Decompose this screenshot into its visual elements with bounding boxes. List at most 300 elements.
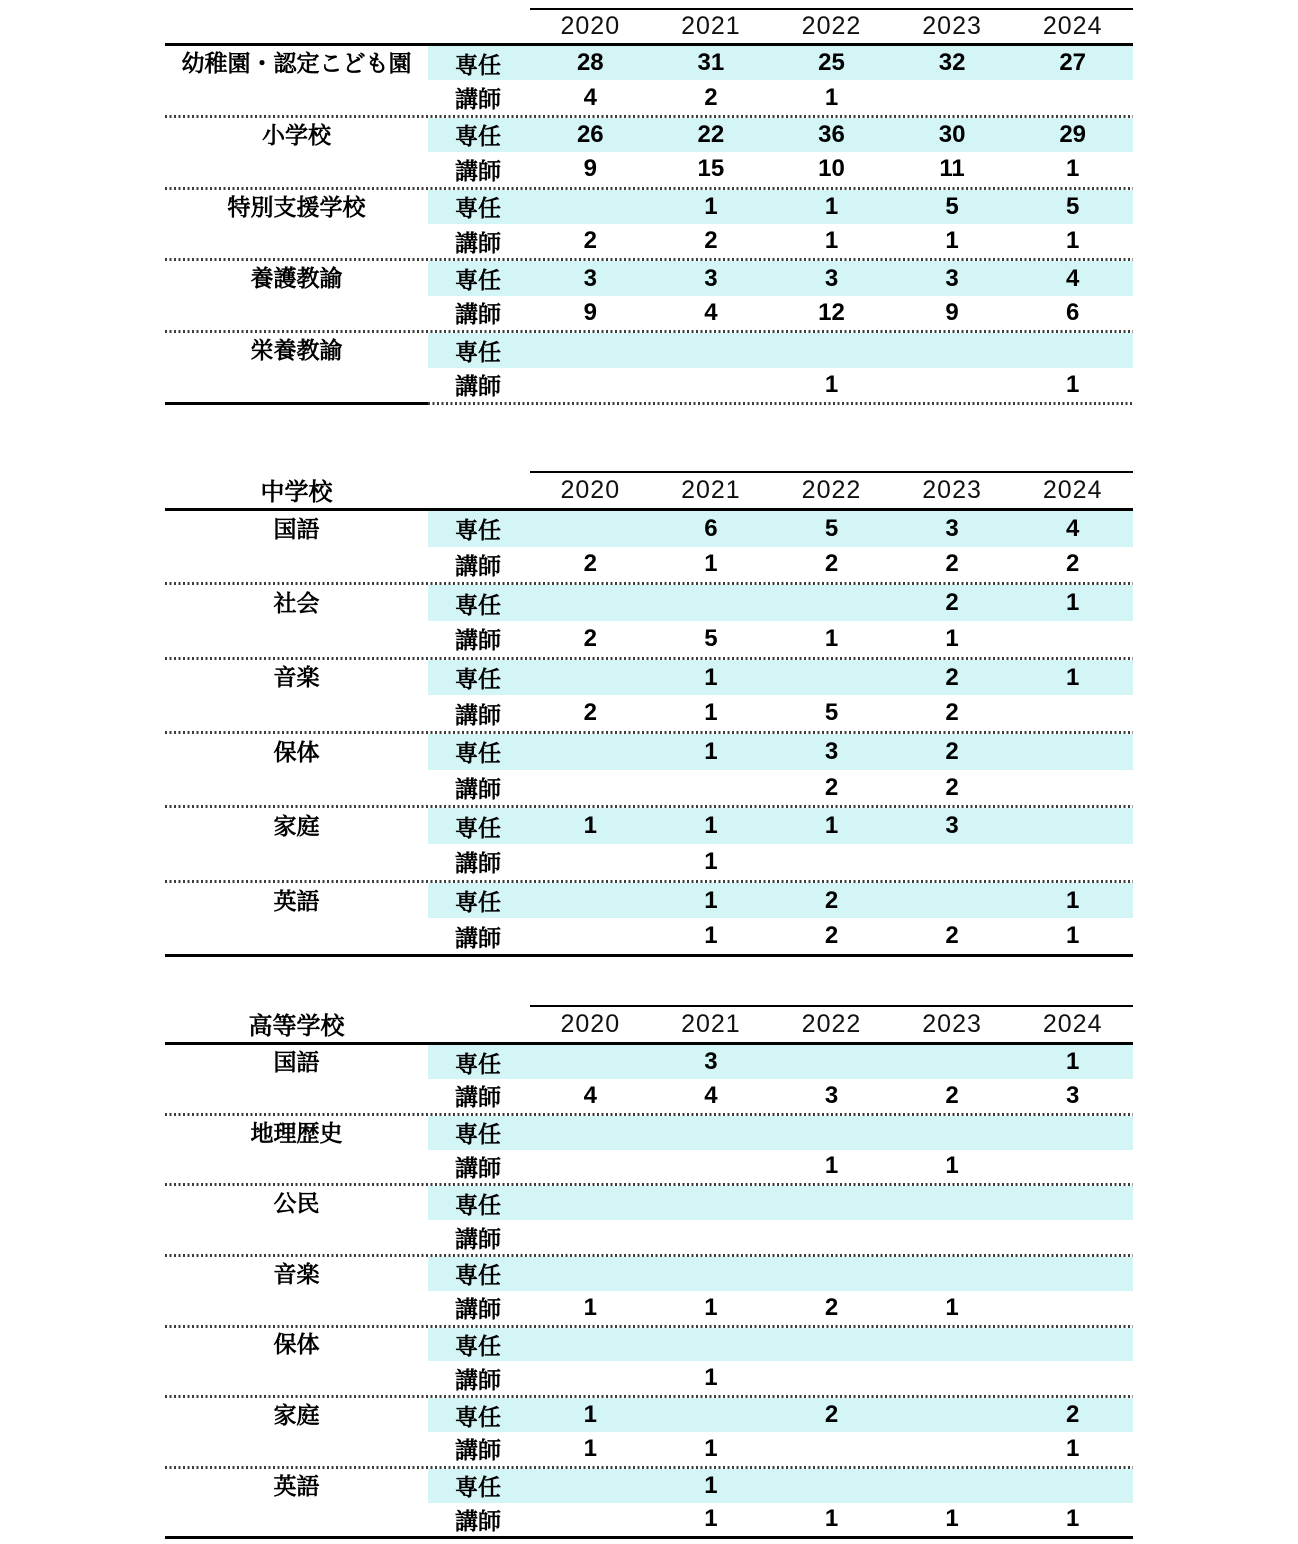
value-cell: 2 (945, 699, 959, 727)
value-cell (651, 1220, 772, 1254)
value-cell: 9 (583, 298, 597, 326)
bottom-border-dotted-segment (428, 402, 1133, 405)
value-cell: 30 (892, 118, 1013, 152)
value-cell: 2 (945, 1081, 959, 1109)
value-cell: 1 (1012, 1045, 1133, 1079)
group-label: 保体 (273, 1331, 320, 1358)
year-header: 2024 (1012, 1005, 1133, 1042)
table-title (165, 8, 428, 43)
table-row (165, 695, 1133, 731)
value-cell: 29 (1012, 118, 1133, 152)
table-row (165, 368, 1133, 402)
value-cell (530, 368, 651, 402)
value-cell (530, 734, 651, 770)
value-cell (651, 333, 772, 367)
value-cell: 2 (824, 550, 839, 578)
value-cell (651, 368, 772, 402)
value-cell: 1 (651, 734, 772, 770)
row-type-label: 講師 (455, 552, 501, 579)
value-cell: 1 (824, 83, 839, 111)
value-cell: 3 (651, 1045, 772, 1079)
value-cell (530, 1257, 651, 1291)
value-cell (651, 1116, 772, 1150)
value-cell: 1 (945, 1152, 959, 1180)
table-row (165, 1398, 1133, 1432)
row-type-label: 専任 (428, 46, 530, 80)
group-label: 国語 (273, 515, 320, 542)
row-type-label: 専任 (428, 1398, 530, 1432)
table-header-row (165, 1005, 1133, 1045)
value-cell (530, 883, 651, 919)
group-label: 音楽 (273, 1260, 320, 1287)
year-header: 2020 (530, 471, 651, 508)
value-cell (1012, 1291, 1133, 1325)
table-row (165, 1150, 1133, 1184)
value-cell (1012, 1150, 1133, 1184)
row-type-label: 専任 (428, 1257, 530, 1291)
value-cell (892, 80, 1013, 114)
value-cell (771, 660, 892, 696)
value-cell: 2 (583, 699, 597, 727)
value-cell: 1 (704, 550, 718, 578)
year-header: 2022 (771, 8, 892, 43)
value-cell (530, 1503, 651, 1537)
table-row (165, 1116, 1133, 1150)
value-cell (1012, 1328, 1133, 1362)
value-cell (892, 1361, 1013, 1395)
value-cell: 11 (939, 155, 965, 183)
value-cell: 1 (1066, 1505, 1080, 1533)
value-cell: 2 (771, 1398, 892, 1432)
table-junior-high (165, 471, 1133, 957)
value-cell: 1 (651, 660, 772, 696)
value-cell (530, 1150, 651, 1184)
value-cell (892, 1257, 1013, 1291)
table-title: 高等学校 (248, 1013, 345, 1041)
value-cell: 3 (771, 261, 892, 295)
value-cell: 1 (824, 1505, 839, 1533)
row-type-label: 講師 (455, 373, 501, 400)
value-cell: 5 (771, 511, 892, 547)
value-cell: 1 (1066, 370, 1080, 398)
value-cell: 3 (530, 261, 651, 295)
header-spacer (428, 471, 530, 508)
value-cell: 1 (1066, 227, 1080, 255)
row-type-label: 専任 (428, 1045, 530, 1079)
value-cell: 1 (704, 1364, 718, 1392)
value-cell: 5 (704, 624, 718, 652)
value-cell (771, 1361, 892, 1395)
value-cell (1012, 1220, 1133, 1254)
value-cell: 12 (818, 298, 845, 326)
table-row (165, 118, 1133, 152)
year-header: 2023 (892, 8, 1013, 43)
value-cell: 4 (583, 83, 597, 111)
table-row (165, 1045, 1133, 1079)
value-cell: 1 (824, 1152, 839, 1180)
value-cell (892, 1398, 1013, 1432)
value-cell (530, 844, 651, 880)
value-cell: 2 (824, 773, 839, 801)
value-cell: 2 (771, 883, 892, 919)
value-cell (1012, 770, 1133, 806)
table-row (165, 80, 1133, 114)
row-type-label: 講師 (455, 86, 501, 113)
year-header: 2022 (771, 471, 892, 508)
value-cell (1012, 1361, 1133, 1395)
value-cell (530, 918, 651, 954)
table-row (165, 224, 1133, 258)
value-cell (771, 1116, 892, 1150)
value-cell (771, 1257, 892, 1291)
row-type-label: 専任 (428, 585, 530, 621)
value-cell (892, 1116, 1013, 1150)
value-cell (771, 585, 892, 621)
value-cell (530, 1328, 651, 1362)
value-cell: 1 (651, 883, 772, 919)
row-type-label: 専任 (428, 1116, 530, 1150)
value-cell (530, 1220, 651, 1254)
table-header-row (165, 8, 1133, 46)
value-cell: 31 (651, 46, 772, 80)
value-cell: 9 (583, 155, 597, 183)
value-cell (771, 1432, 892, 1466)
value-cell: 4 (583, 1081, 597, 1109)
row-type-label: 専任 (428, 660, 530, 696)
group-label: 地理歴史 (250, 1119, 343, 1146)
group-label: 幼稚園・認定こども園 (181, 50, 412, 77)
group-label: 音楽 (273, 664, 320, 691)
value-cell: 1 (651, 1469, 772, 1503)
table-row (165, 734, 1133, 770)
value-cell: 1 (704, 1434, 718, 1462)
row-type-label: 専任 (428, 1186, 530, 1220)
value-cell: 25 (771, 46, 892, 80)
group-label: 保体 (273, 738, 320, 765)
table-row (165, 511, 1133, 547)
value-cell: 4 (1012, 261, 1133, 295)
group-label: 国語 (273, 1048, 320, 1075)
table-row (165, 1220, 1133, 1254)
value-cell: 2 (583, 550, 597, 578)
value-cell (1012, 1186, 1133, 1220)
table-header-row (165, 471, 1133, 511)
value-cell (771, 1220, 892, 1254)
value-cell: 1 (704, 847, 718, 875)
value-cell: 2 (945, 922, 959, 950)
value-cell (892, 333, 1013, 367)
row-type-label: 講師 (455, 1437, 501, 1464)
value-cell: 3 (1066, 1081, 1080, 1109)
value-cell (1012, 734, 1133, 770)
group-label: 養護教諭 (250, 265, 343, 292)
value-cell (1012, 333, 1133, 367)
value-cell: 1 (1066, 155, 1080, 183)
value-cell (1012, 621, 1133, 657)
value-cell: 1 (583, 1434, 597, 1462)
value-cell: 1 (651, 808, 772, 844)
table-row (165, 844, 1133, 880)
table-row (165, 1469, 1133, 1503)
value-cell: 32 (892, 46, 1013, 80)
value-cell: 4 (704, 298, 718, 326)
value-cell: 5 (1012, 190, 1133, 224)
value-cell: 2 (1012, 1398, 1133, 1432)
value-cell: 1 (704, 1293, 718, 1321)
value-cell: 3 (824, 1081, 839, 1109)
year-header: 2021 (651, 471, 772, 508)
table-bottom-border (165, 402, 1133, 405)
table-row (165, 770, 1133, 806)
value-cell (651, 1150, 772, 1184)
value-cell (1012, 1469, 1133, 1503)
value-cell (892, 883, 1013, 919)
value-cell: 2 (583, 227, 597, 255)
value-cell: 1 (530, 1398, 651, 1432)
table-row (165, 1079, 1133, 1113)
year-header: 2023 (892, 1005, 1013, 1042)
value-cell: 1 (704, 1505, 718, 1533)
row-type-label: 講師 (455, 1507, 501, 1534)
value-cell: 2 (583, 624, 597, 652)
value-cell: 3 (892, 261, 1013, 295)
value-cell (1012, 1257, 1133, 1291)
value-cell: 2 (704, 227, 718, 255)
value-cell: 4 (704, 1081, 718, 1109)
value-cell (892, 1045, 1013, 1079)
value-cell: 1 (1066, 922, 1080, 950)
group-label: 英語 (273, 1472, 320, 1499)
value-cell (651, 1257, 772, 1291)
header-spacer (428, 1005, 530, 1042)
value-cell (530, 1361, 651, 1395)
row-type-label: 専任 (428, 333, 530, 367)
year-header: 2022 (771, 1005, 892, 1042)
group-label: 家庭 (273, 1401, 320, 1428)
table-row (165, 1328, 1133, 1362)
value-cell (771, 1469, 892, 1503)
table-row (165, 621, 1133, 657)
table-row (165, 1503, 1133, 1537)
value-cell: 1 (1012, 883, 1133, 919)
value-cell (1012, 695, 1133, 731)
value-cell: 2 (945, 773, 959, 801)
value-cell: 2 (824, 922, 839, 950)
group-label: 家庭 (273, 813, 320, 840)
row-type-label: 講師 (455, 1366, 501, 1393)
row-type-label: 講師 (455, 1084, 501, 1111)
value-cell: 22 (651, 118, 772, 152)
value-cell (1012, 80, 1133, 114)
value-cell (651, 1328, 772, 1362)
row-type-label: 講師 (455, 701, 501, 728)
table-row (165, 190, 1133, 224)
row-type-label: 講師 (455, 1296, 501, 1323)
value-cell (1012, 808, 1133, 844)
table-row (165, 333, 1133, 367)
value-cell: 1 (824, 370, 839, 398)
value-cell: 2 (704, 83, 718, 111)
group-label: 社会 (273, 590, 320, 617)
table-row (165, 152, 1133, 186)
value-cell: 4 (1012, 511, 1133, 547)
value-cell: 2 (1066, 550, 1080, 578)
table-high-school (165, 1005, 1133, 1539)
value-cell (651, 585, 772, 621)
year-header: 2024 (1012, 471, 1133, 508)
row-type-label: 専任 (428, 190, 530, 224)
value-cell (530, 770, 651, 806)
table-row (165, 547, 1133, 583)
table-row (165, 808, 1133, 844)
group-label: 公民 (273, 1190, 320, 1217)
table-row (165, 1291, 1133, 1325)
value-cell (1012, 844, 1133, 880)
value-cell: 28 (530, 46, 651, 80)
year-header: 2023 (892, 471, 1013, 508)
value-cell (892, 368, 1013, 402)
year-header: 2020 (530, 8, 651, 43)
row-type-label: 講師 (455, 627, 501, 654)
row-type-label: 講師 (455, 776, 501, 803)
value-cell: 1 (824, 227, 839, 255)
row-type-label: 講師 (455, 850, 501, 877)
table-row (165, 46, 1133, 80)
table-row (165, 1186, 1133, 1220)
value-cell: 1 (1012, 660, 1133, 696)
value-cell (892, 1432, 1013, 1466)
value-cell (771, 1186, 892, 1220)
value-cell: 10 (818, 155, 845, 183)
value-cell (771, 333, 892, 367)
value-cell: 1 (651, 190, 772, 224)
value-cell: 1 (945, 227, 959, 255)
value-cell (530, 1186, 651, 1220)
table-row (165, 585, 1133, 621)
row-type-label: 専任 (428, 1328, 530, 1362)
table-row (165, 1432, 1133, 1466)
value-cell (892, 1220, 1013, 1254)
value-cell: 2 (945, 550, 959, 578)
group-label: 英語 (273, 887, 320, 914)
group-label: 栄養教諭 (250, 337, 343, 364)
table-row (165, 883, 1133, 919)
value-cell (651, 1398, 772, 1432)
group-label: 特別支援学校 (227, 193, 366, 220)
row-type-label: 専任 (428, 808, 530, 844)
header-spacer (428, 8, 530, 43)
table-row (165, 918, 1133, 954)
value-cell (892, 1328, 1013, 1362)
table-row (165, 296, 1133, 330)
value-cell: 5 (892, 190, 1013, 224)
value-cell: 3 (892, 808, 1013, 844)
value-cell: 2 (824, 1293, 839, 1321)
value-cell: 1 (583, 1293, 597, 1321)
value-cell: 5 (824, 699, 839, 727)
year-header: 2020 (530, 1005, 651, 1042)
value-cell: 1 (704, 699, 718, 727)
row-type-label: 専任 (428, 261, 530, 295)
value-cell (892, 1186, 1013, 1220)
value-cell: 3 (651, 261, 772, 295)
row-type-label: 専任 (428, 118, 530, 152)
value-cell (530, 190, 651, 224)
row-type-label: 講師 (455, 1225, 501, 1252)
table-row (165, 660, 1133, 696)
row-type-label: 講師 (455, 229, 501, 256)
year-header: 2021 (651, 1005, 772, 1042)
value-cell (530, 1116, 651, 1150)
value-cell (530, 511, 651, 547)
year-header: 2021 (651, 8, 772, 43)
value-cell: 1 (945, 624, 959, 652)
group-label: 小学校 (262, 121, 331, 148)
value-cell (771, 1045, 892, 1079)
value-cell (892, 1469, 1013, 1503)
row-type-label: 講師 (455, 301, 501, 328)
value-cell (530, 660, 651, 696)
value-cell: 6 (1066, 298, 1080, 326)
value-cell: 9 (945, 298, 959, 326)
table-row (165, 1257, 1133, 1291)
row-type-label: 講師 (455, 1154, 501, 1181)
value-cell: 1 (1066, 1434, 1080, 1462)
value-cell: 2 (892, 734, 1013, 770)
value-cell: 2 (892, 660, 1013, 696)
value-cell: 26 (530, 118, 651, 152)
value-cell (530, 1469, 651, 1503)
value-cell (651, 770, 772, 806)
value-cell: 27 (1012, 46, 1133, 80)
year-header: 2024 (1012, 8, 1133, 43)
value-cell: 1 (945, 1293, 959, 1321)
value-cell (530, 585, 651, 621)
value-cell: 1 (824, 624, 839, 652)
value-cell (771, 844, 892, 880)
value-cell: 1 (771, 808, 892, 844)
value-cell: 15 (697, 155, 725, 183)
value-cell: 3 (892, 511, 1013, 547)
value-cell (1012, 1116, 1133, 1150)
value-cell (651, 1186, 772, 1220)
value-cell (892, 844, 1013, 880)
row-type-label: 専任 (428, 1469, 530, 1503)
bottom-border-solid-segment (165, 402, 428, 405)
table-kindergarten-elementary (165, 8, 1133, 405)
value-cell: 6 (651, 511, 772, 547)
value-cell: 1 (945, 1505, 959, 1533)
value-cell: 1 (1012, 585, 1133, 621)
table-row (165, 1361, 1133, 1395)
row-type-label: 専任 (428, 883, 530, 919)
value-cell: 1 (704, 922, 718, 950)
value-cell: 1 (771, 190, 892, 224)
value-cell (771, 1328, 892, 1362)
value-cell: 3 (771, 734, 892, 770)
value-cell: 36 (771, 118, 892, 152)
row-type-label: 専任 (428, 734, 530, 770)
row-type-label: 講師 (455, 924, 501, 951)
row-type-label: 講師 (455, 157, 501, 184)
value-cell (530, 1045, 651, 1079)
value-cell (530, 333, 651, 367)
value-cell: 2 (892, 585, 1013, 621)
table-title: 中学校 (260, 478, 333, 506)
value-cell: 1 (530, 808, 651, 844)
table-row (165, 261, 1133, 295)
row-type-label: 専任 (428, 511, 530, 547)
